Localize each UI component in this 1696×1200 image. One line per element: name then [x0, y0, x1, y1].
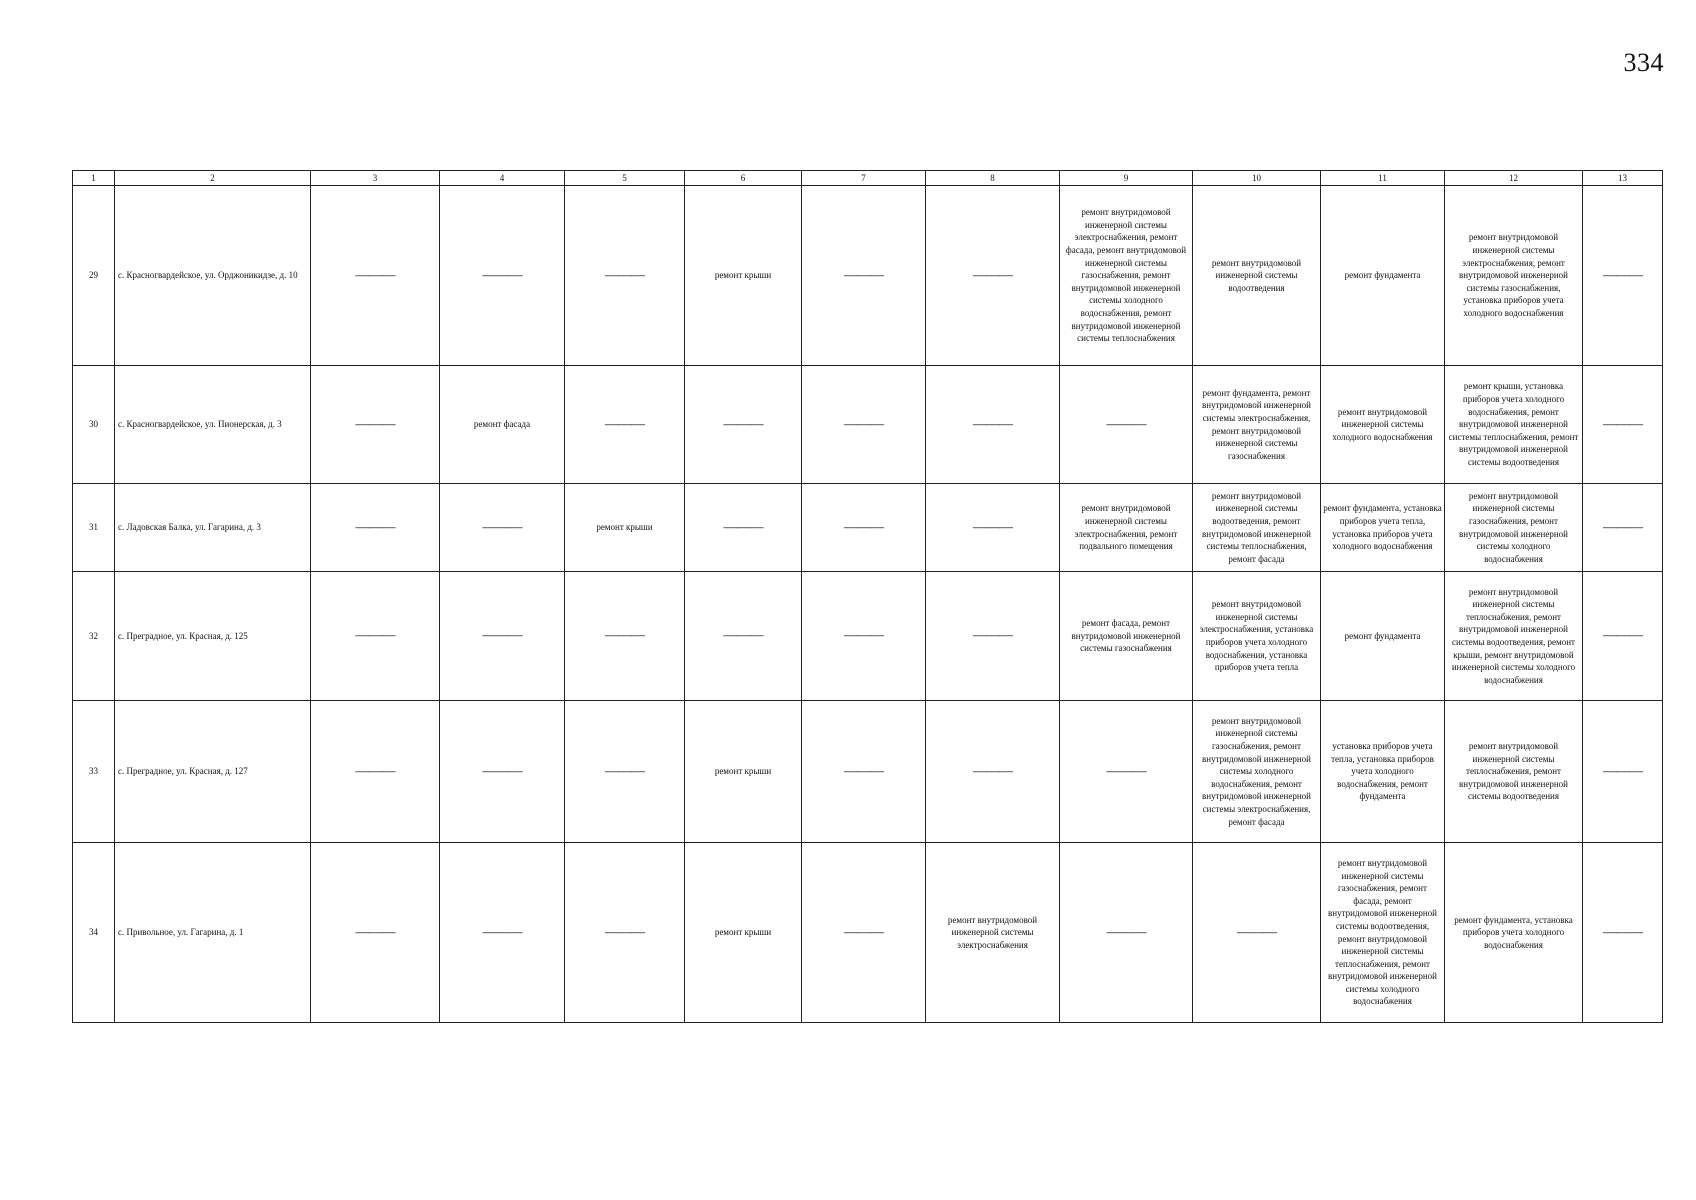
dash-placeholder: ——— [723, 519, 763, 535]
table-cell [685, 572, 802, 701]
table-cell [440, 572, 565, 701]
table-cell [685, 484, 802, 572]
column-number-cell: 1 [73, 171, 115, 186]
table-cell [926, 366, 1060, 484]
table-cell: ремонт крыши [685, 843, 802, 1023]
column-number-cell: 7 [802, 171, 926, 186]
dash-placeholder: ——— [355, 924, 395, 940]
address-cell: с. Красногвардейское, ул. Пионерская, д. 3 [115, 366, 311, 484]
dash-placeholder: ——— [355, 763, 395, 779]
table-cell: ремонт фундамента, ремонт внутридомовой инженерной системы электроснабжения, ремонт внутридомовой инженерной системы газоснабжения [1193, 366, 1321, 484]
table-cell [802, 701, 926, 843]
row-number: 32 [73, 572, 115, 701]
dash-placeholder: ——— [723, 628, 763, 643]
table-cell [565, 701, 685, 843]
address-cell: с. Привольное, ул. Гагарина, д. 1 [115, 843, 311, 1023]
row-number: 29 [73, 186, 115, 366]
row-number: 31 [73, 484, 115, 572]
table-cell [926, 701, 1060, 843]
table-cell [1060, 366, 1193, 484]
dash-placeholder: ——— [1603, 763, 1642, 779]
dash-placeholder: ——— [355, 519, 395, 535]
dash-placeholder: ——— [1603, 267, 1642, 283]
table-cell [1583, 843, 1663, 1023]
row-number: 30 [73, 366, 115, 484]
table-cell [311, 572, 440, 701]
dash-placeholder: ——— [973, 416, 1012, 432]
table-cell [1583, 186, 1663, 366]
column-number-cell: 4 [440, 171, 565, 186]
table-cell [1583, 572, 1663, 701]
dash-placeholder: ——— [1603, 628, 1642, 643]
table-cell: ремонт фасада [440, 366, 565, 484]
table-cell [565, 186, 685, 366]
dash-placeholder: ——— [844, 924, 883, 940]
table-cell [802, 366, 926, 484]
table-cell: ремонт внутридомовой инженерной системы газоснабжения, ремонт фасада, ремонт внутридомовой инженерной системы водоотведения, ремонт внутридомовой инженерной системы теплоснабжения, ремонт внутридомовой инженерной системы холодного водоснабжения [1321, 843, 1445, 1023]
table-cell: ремонт внутридомовой инженерной системы теплоснабжения, ремонт внутридомовой инженерной системы водоотведения [1445, 701, 1583, 843]
table-cell: ремонт внутридомовой инженерной системы газоснабжения, ремонт внутридомовой инженерной системы холодного водоснабжения, ремонт внутридомовой инженерной системы электроснабжения, ремонт фасада [1193, 701, 1321, 843]
address-cell: с. Красногвардейское, ул. Орджоникидзе, д. 10 [115, 186, 311, 366]
table-cell: ремонт фасада, ремонт внутридомовой инженерной системы газоснабжения [1060, 572, 1193, 701]
table-cell [1060, 843, 1193, 1023]
table-cell [1583, 701, 1663, 843]
table-row [73, 484, 1663, 572]
table-row [73, 366, 1663, 484]
table-cell [926, 186, 1060, 366]
table-cell: ремонт крыши [685, 701, 802, 843]
address-cell: с. Ладовская Балка, ул. Гагарина, д. 3 [115, 484, 311, 572]
column-number-cell: 10 [1193, 171, 1321, 186]
table-cell: установка приборов учета тепла, установка приборов учета холодного водоснабжения, ремонт фундамента [1321, 701, 1445, 843]
dash-placeholder: ——— [605, 924, 644, 940]
dash-placeholder: ——— [844, 628, 883, 643]
dash-placeholder: ——— [482, 519, 522, 535]
column-number-cell: 6 [685, 171, 802, 186]
row-number: 33 [73, 701, 115, 843]
table-cell [440, 701, 565, 843]
column-number-cell: 3 [311, 171, 440, 186]
table-cell [565, 366, 685, 484]
table-cell [1193, 843, 1321, 1023]
table-cell: ремонт внутридомовой инженерной системы электроснабжения [926, 843, 1060, 1023]
table-cell [802, 843, 926, 1023]
table-cell [1060, 701, 1193, 843]
table-cell [802, 484, 926, 572]
dash-placeholder: ——— [1603, 416, 1642, 432]
dash-placeholder: ——— [1106, 763, 1146, 779]
table-cell [440, 484, 565, 572]
dash-placeholder: ——— [844, 267, 883, 283]
dash-placeholder: ——— [355, 416, 395, 432]
address-cell: с. Преградное, ул. Красная, д. 127 [115, 701, 311, 843]
address-cell: с. Преградное, ул. Красная, д. 125 [115, 572, 311, 701]
dash-placeholder: ——— [605, 267, 644, 283]
table-cell: ремонт внутридомовой инженерной системы электроснабжения, установка приборов учета холодного водоснабжения, установка приборов учета тепла [1193, 572, 1321, 701]
dash-placeholder: ——— [605, 416, 644, 432]
table-row [73, 186, 1663, 366]
table-cell [802, 186, 926, 366]
table-cell [311, 701, 440, 843]
table-row [73, 572, 1663, 701]
dash-placeholder: ——— [844, 416, 883, 432]
page-number: 334 [1623, 48, 1664, 77]
dash-placeholder: ——— [355, 628, 395, 643]
dash-placeholder: ——— [1237, 924, 1276, 940]
dash-placeholder: ——— [355, 267, 395, 283]
table-cell: ремонт фундамента [1321, 572, 1445, 701]
dash-placeholder: ——— [973, 267, 1012, 283]
dash-placeholder: ——— [723, 416, 763, 432]
table-cell [440, 843, 565, 1023]
column-number-cell: 9 [1060, 171, 1193, 186]
table-row [73, 701, 1663, 843]
table-cell: ремонт внутридомовой инженерной системы электроснабжения, ремонт внутридомовой инженерной системы газоснабжения, установка приборов учета холодного водоснабжения [1445, 186, 1583, 366]
dash-placeholder: ——— [1603, 924, 1642, 940]
table-cell: ремонт фундамента, установка приборов учета холодного водоснабжения [1445, 843, 1583, 1023]
table-cell [926, 572, 1060, 701]
dash-placeholder: ——— [605, 628, 644, 643]
table-cell: ремонт внутридомовой инженерной системы холодного водоснабжения [1321, 366, 1445, 484]
dash-placeholder: ——— [482, 628, 522, 643]
table-cell: ремонт внутридомовой инженерной системы электроснабжения, ремонт подвального помещения [1060, 484, 1193, 572]
table-cell [1583, 366, 1663, 484]
dash-placeholder: ——— [973, 763, 1012, 779]
table-row [73, 843, 1663, 1023]
dash-placeholder: ——— [973, 628, 1012, 643]
table-cell [311, 366, 440, 484]
dash-placeholder: ——— [482, 924, 522, 940]
dash-placeholder: ——— [973, 519, 1012, 535]
column-number-cell: 5 [565, 171, 685, 186]
dash-placeholder: ——— [482, 267, 522, 283]
dash-placeholder: ——— [844, 763, 883, 779]
table-cell: ремонт фундамента [1321, 186, 1445, 366]
table-cell [440, 186, 565, 366]
table-cell [802, 572, 926, 701]
table-cell: ремонт внутридомовой инженерной системы газоснабжения, ремонт внутридомовой инженерной системы холодного водоснабжения [1445, 484, 1583, 572]
column-number-cell: 2 [115, 171, 311, 186]
table-cell: ремонт внутридомовой инженерной системы водоотведения, ремонт внутридомовой инженерной системы теплоснабжения, ремонт фасада [1193, 484, 1321, 572]
table-cell [565, 843, 685, 1023]
table-cell [311, 843, 440, 1023]
table-cell: ремонт внутридомовой инженерной системы теплоснабжения, ремонт внутридомовой инженерной системы водоотведения, ремонт крыши, ремонт внутридомовой инженерной системы холодного водоснабжения [1445, 572, 1583, 701]
table-cell [926, 484, 1060, 572]
table-cell [685, 366, 802, 484]
table-cell: ремонт внутридомовой инженерной системы электроснабжения, ремонт фасада, ремонт внутридомовой инженерной системы газоснабжения, ремонт внутридомовой инженерной системы холодного водоснабжения, ремонт внутридомовой инженерной системы теплоснабжения [1060, 186, 1193, 366]
table-cell [565, 572, 685, 701]
table-cell: ремонт крыши [685, 186, 802, 366]
table-cell [311, 484, 440, 572]
dash-placeholder: ——— [1106, 416, 1146, 432]
table-cell: ремонт фундамента, установка приборов учета тепла, установка приборов учета холодного водоснабжения [1321, 484, 1445, 572]
column-number-cell: 8 [926, 171, 1060, 186]
table-cell [311, 186, 440, 366]
table-cell: ремонт крыши, установка приборов учета холодного водоснабжения, ремонт внутридомовой инженерной системы теплоснабжения, ремонт внутридомовой инженерной системы водоотведения [1445, 366, 1583, 484]
dash-placeholder: ——— [605, 763, 644, 779]
dash-placeholder: ——— [1603, 519, 1642, 535]
column-number-cell: 13 [1583, 171, 1663, 186]
column-number-cell: 11 [1321, 171, 1445, 186]
dash-placeholder: ——— [844, 519, 883, 535]
table-cell: ремонт крыши [565, 484, 685, 572]
repair-schedule-table [72, 170, 1663, 1023]
dash-placeholder: ——— [1106, 924, 1146, 940]
table-cell [1583, 484, 1663, 572]
table-cell: ремонт внутридомовой инженерной системы водоотведения [1193, 186, 1321, 366]
column-number-cell: 12 [1445, 171, 1583, 186]
column-number-row [73, 171, 1663, 186]
row-number: 34 [73, 843, 115, 1023]
dash-placeholder: ——— [482, 763, 522, 779]
